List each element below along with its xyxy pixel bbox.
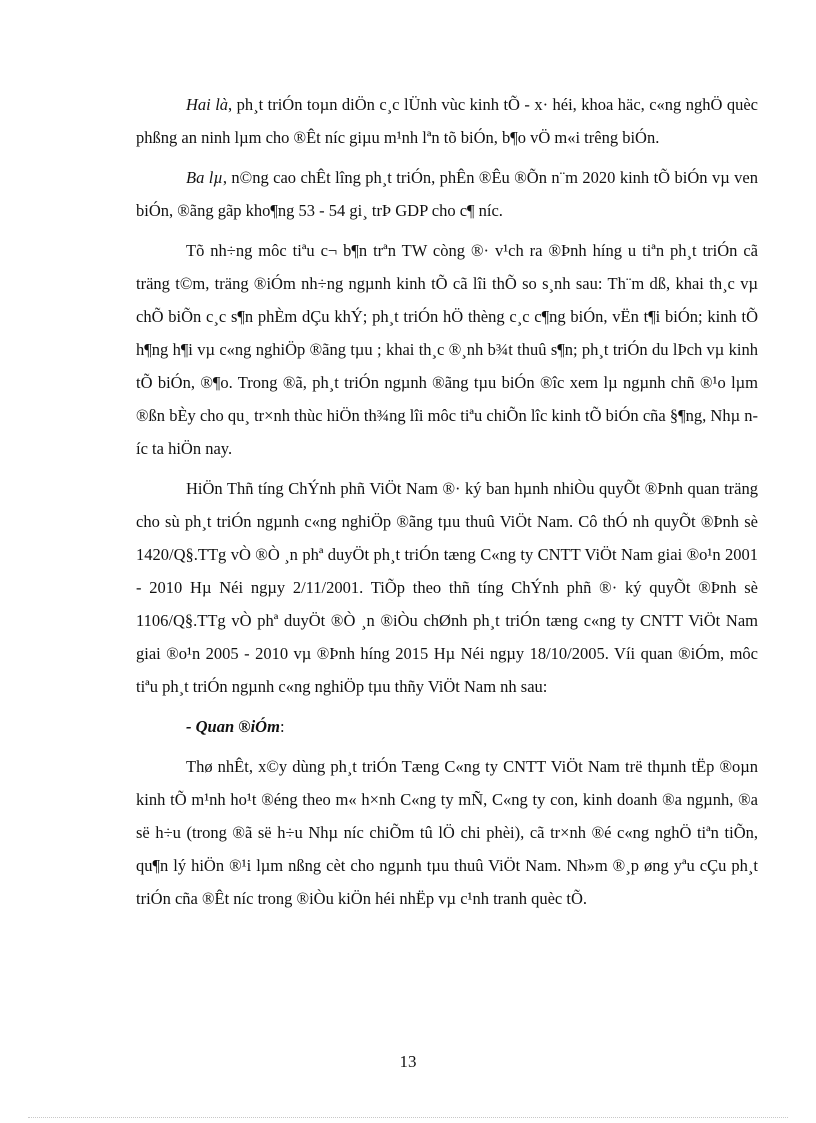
paragraph-2-lead: Ba lµ [186,168,223,187]
section-heading [136,710,758,743]
paragraph-1-lead: Hai là [186,95,229,114]
paragraph-1-text: , ph¸t triÓn toµn diÖn c¸c lÜnh vùc kinh tÕ - x· héi, khoa häc, c«ng nghÖ quèc phßng an ninh lµm cho ®Êt níc giµu m¹nh lªn tõ biÓn, b¶o vÖ m«i trêng biÓn. [136,95,758,147]
paragraph-1 [136,88,758,154]
paragraph-2 [136,161,758,227]
page-number: 13 [399,1052,417,1071]
section-heading-colon: : [279,717,285,736]
page-body [136,88,758,915]
paragraph-3: Tõ nh÷ng môc tiªu c¬ b¶n trªn TW còng ®· v¹ch ra ®Þnh híng u tiªn ph¸t triÓn cã träng t©m, träng ®iÓm nh÷ng ngµnh kinh tÕ cã lîi thÕ so s¸nh sau: Th¨m dß, khai th¸c vµ chÕ biÕn c¸c s¶n phÈm dÇu khÝ; ph¸t triÓn hÖ thèng c¸c c¶ng biÓn, vËn t¶i biÓn; kinh tÕ h¶ng h¶i vµ c«ng nghiÖp ®ãng tµu ; khai th¸c ®¸nh b¾t thuû s¶n; ph¸t triÓn du lÞch vµ kinh tÕ biÓn, ®¶o. Trong ®ã, ph¸t triÓn ngµnh ®ãng tµu biÓn ®îc xem lµ ngµnh chñ ®¹o lµm ®ßn bÈy cho qu¸ tr×nh thùc hiÖn th¾ng lîi môc tiªu chiÕn lîc kinh tÕ biÓn cña §¶ng, Nhµ níc ta hiÖn nay. [136,241,758,458]
section-heading-text: - Quan ®iÓm [186,717,280,736]
page-bottom-divider [28,1117,788,1118]
paragraph-4: HiÖn Thñ tíng ChÝnh phñ ViÖt Nam ®· ký ban hµnh nhiÒu quyÕt ®Þnh quan träng cho sù ph¸t triÓn ngµnh c«ng nghiÖp ®ãng tµu thuû ViÖt Nam. Cô thÓ nh quyÕt ®Þnh sè 1420/Q§.TTg vÒ ®Ò ¸n phª duyÖt ph¸t triÓn tæng C«ng ty CNTT ViÖt Nam giai ®o¹n 2001 - 2010 Hµ Néi ngµy 2/11/2001. TiÕp theo thñ tíng ChÝnh phñ ®· ký quyÕt ®Þnh sè 1106/Q§.TTg vÒ phª duyÖt ®Ò ¸n ®iÒu chØnh ph¸t triÓn tæng c«ng ty CNTT ViÖt Nam giai ®o¹n 2005 - 2010 vµ ®Þnh híng 2015 Hµ Néi ngµy 18/10/2005. Víi quan ®iÓm, môc tiªu ph¸t triÓn ngµnh c«ng nghiÖp tµu thñy ViÖt Nam nh sau: [136,479,758,696]
paragraph-5: Thø nhÊt, x©y dùng ph¸t triÓn Tæng C«ng ty CNTT ViÖt Nam trë thµnh tËp ®oµn kinh tÕ m¹nh ho¹t ®éng theo m« h×nh C«ng ty mÑ, C«ng ty con, kinh doanh ®a ngµnh, ®a së h÷u (trong ®ã së h÷u Nhµ níc chiÕm tû lÖ chi phèi), cã tr×nh ®é c«ng nghÖ tiªn tiÕn, qu¶n lý hiÖn ®¹i lµm nßng cèt cho ngµnh tµu thuû ViÖt Nam. Nh»m ®¸p øng yªu cÇu ph¸t triÓn cña ®Êt níc trong ®iÒu kiÖn héi nhËp vµ c¹nh tranh quèc tÕ. [136,757,758,908]
paragraph-2-text: , n©ng cao chÊt lîng ph¸t triÓn, phÊn ®Êu ®Õn n¨m 2020 kinh tÕ biÓn vµ ven biÓn, ®ãng gãp kho¶ng 53 - 54 gi¸ trÞ GDP cho c¶ níc. [136,168,758,220]
